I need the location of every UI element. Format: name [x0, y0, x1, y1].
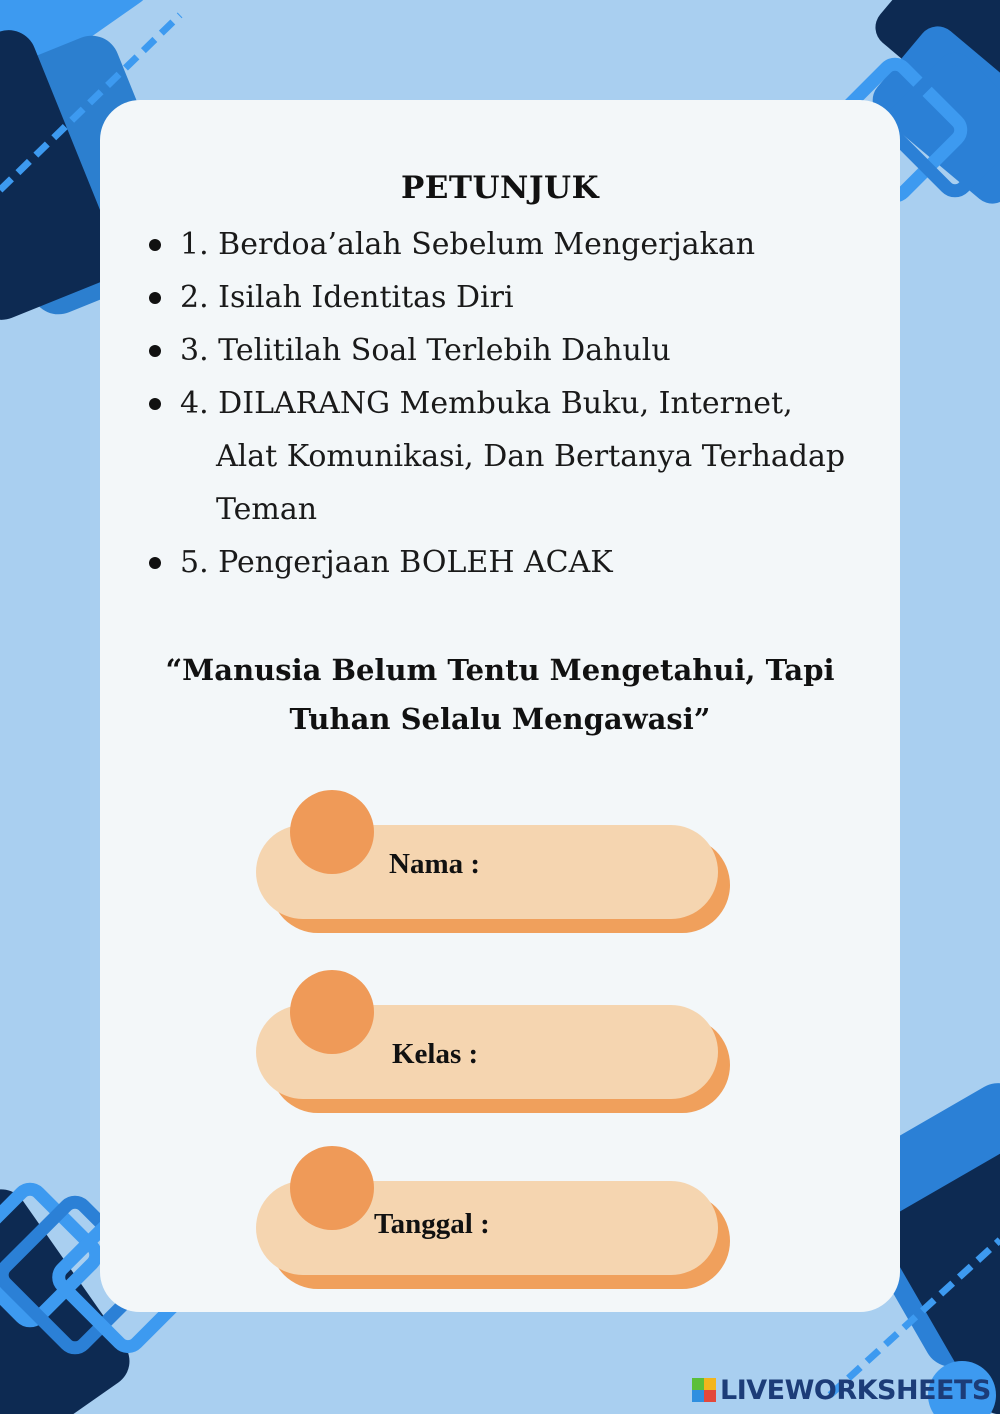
list-item: [143, 271, 863, 324]
rule-text: 4. DILARANG Membuka Buku, Internet, Alat Komunikasi, Dan Bertanya Terhadap Teman: [180, 386, 846, 527]
rule-text: 2. Isilah Identitas Diri: [180, 280, 514, 315]
field-dot: [290, 790, 374, 874]
list-item: [143, 218, 863, 271]
date-label: Tanggal :: [374, 1208, 490, 1240]
list-item: [143, 324, 863, 377]
class-field[interactable]: [256, 970, 736, 1100]
rule-text: 3. Telitilah Soal Terlebih Dahulu: [180, 333, 671, 368]
brand-watermark: [692, 1372, 991, 1408]
liveworksheets-logo-icon: [692, 1378, 716, 1402]
date-field[interactable]: [256, 1146, 736, 1276]
field-dot: [290, 1146, 374, 1230]
name-label: Nama :: [389, 848, 481, 880]
brand-name: LIVEWORKSHEETS: [720, 1374, 991, 1406]
name-field[interactable]: [256, 790, 736, 920]
class-label: Kelas :: [392, 1038, 479, 1070]
list-item: [143, 536, 863, 589]
list-item: [143, 377, 863, 536]
rule-text: 5. Pengerjaan BOLEH ACAK: [180, 545, 613, 580]
page-title: PETUNJUK: [400, 170, 600, 206]
rule-text: 1. Berdoa’alah Sebelum Mengerjakan: [180, 227, 756, 262]
instruction-list: [143, 218, 863, 589]
motivational-quote: “Manusia Belum Tentu Mengetahui, Tapi Tuhan Selalu Mengawasi”: [165, 653, 835, 736]
field-dot: [290, 970, 374, 1054]
